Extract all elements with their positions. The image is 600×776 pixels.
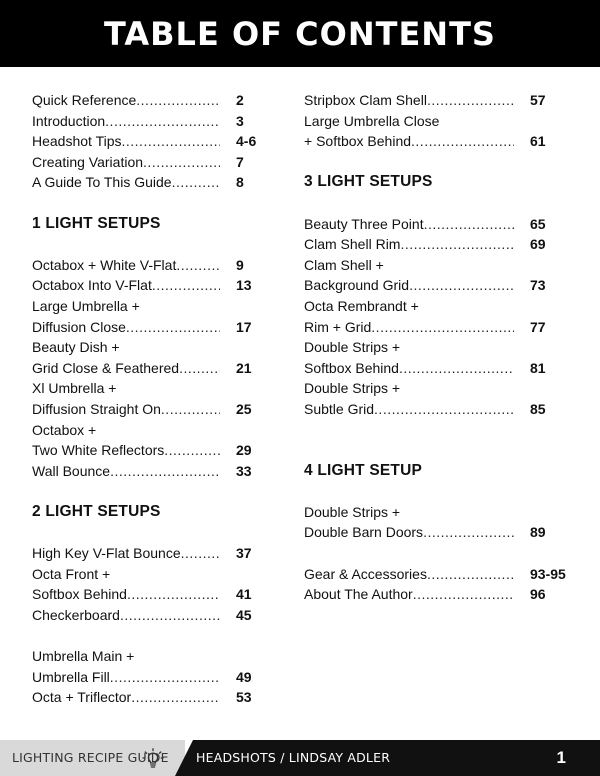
- toc-entry[interactable]: [32, 337, 272, 378]
- dot-leader: [409, 275, 514, 296]
- toc-entry[interactable]: [304, 234, 566, 255]
- dot-leader: [152, 275, 220, 296]
- footer-page-number: 1: [556, 748, 566, 767]
- toc-page-number: 45: [236, 606, 252, 623]
- toc-entry-title: Softbox Behind: [32, 586, 127, 603]
- dot-leader: [105, 111, 220, 132]
- toc-group-intro: [32, 90, 272, 193]
- toc-entry[interactable]: [304, 584, 566, 605]
- toc-entry-title: Double Strips +: [304, 503, 401, 520]
- toc-page-number: 61: [530, 133, 546, 150]
- toc-entry-title: Headshot Tips: [32, 133, 122, 150]
- dot-leader: [126, 317, 220, 338]
- toc-entry[interactable]: [32, 378, 272, 419]
- toc-entry-title: Subtle Grid: [304, 400, 375, 417]
- dot-leader: [131, 687, 220, 708]
- toc-entry[interactable]: [32, 543, 272, 564]
- toc-entry[interactable]: [304, 337, 566, 378]
- dot-leader: [423, 522, 514, 543]
- toc-page-number: 4-6: [236, 133, 257, 150]
- dot-leader: [176, 255, 220, 276]
- dot-leader: [161, 399, 220, 420]
- toc-entry[interactable]: [304, 90, 566, 111]
- toc-group-4-light: [304, 502, 566, 543]
- dot-leader: [172, 172, 220, 193]
- toc-entry[interactable]: [32, 111, 272, 132]
- toc-group-2-light-cont: [304, 90, 566, 152]
- toc-entry-title: Octabox +: [32, 421, 97, 438]
- toc-group-2-light-b: [32, 646, 272, 708]
- toc-entry[interactable]: [304, 255, 566, 296]
- dot-leader: [427, 90, 514, 111]
- toc-page-number: 96: [530, 586, 546, 603]
- toc-page-number: 69: [530, 236, 546, 253]
- dot-leader: [127, 584, 220, 605]
- toc-entry[interactable]: [32, 605, 272, 626]
- dot-leader: [120, 605, 220, 626]
- toc-entry-title: Double Strips +: [304, 339, 401, 356]
- toc-page-number: 33: [236, 462, 252, 479]
- toc-entry-title: Softbox Behind: [304, 359, 399, 376]
- toc-entry-title: Umbrella Fill: [32, 668, 110, 685]
- toc-entry-title: Large Umbrella +: [32, 297, 140, 314]
- toc-group-3-light: [304, 214, 566, 420]
- toc-entry-title: Beauty Three Point: [304, 215, 424, 232]
- toc-entry-title: Introduction: [32, 112, 106, 129]
- toc-entry[interactable]: [32, 275, 272, 296]
- dot-leader: [374, 399, 514, 420]
- toc-page-number: 85: [530, 400, 546, 417]
- toc-page-number: 41: [236, 586, 252, 603]
- dot-leader: [110, 667, 220, 688]
- toc-entry[interactable]: [32, 564, 272, 605]
- dot-leader: [411, 131, 514, 152]
- dot-leader: [413, 584, 514, 605]
- dot-leader: [181, 543, 220, 564]
- dot-leader: [399, 358, 514, 379]
- toc-page-number: 21: [236, 359, 252, 376]
- toc-entry[interactable]: [304, 214, 566, 235]
- toc-entry[interactable]: [32, 461, 272, 482]
- toc-entry[interactable]: [32, 90, 272, 111]
- dot-leader: [110, 461, 220, 482]
- lightbulb-icon: [142, 748, 164, 770]
- toc-entry[interactable]: [32, 131, 272, 152]
- toc-page-number: 17: [236, 318, 252, 335]
- toc-page-number: 65: [530, 215, 546, 232]
- toc-entry-title: Rim + Grid: [304, 318, 372, 335]
- toc-entry-title: About The Author: [304, 586, 413, 603]
- footer-guide-title: LIGHTING RECIPE GUIDE: [12, 750, 169, 765]
- dot-leader: [424, 214, 514, 235]
- toc-page-number: 37: [236, 545, 252, 562]
- toc-entry[interactable]: [32, 296, 272, 337]
- dot-leader: [371, 317, 514, 338]
- toc-entry-title: Stripbox Clam Shell: [304, 92, 427, 108]
- toc-entry-title: Checkerboard: [32, 606, 120, 623]
- toc-entry-title: Double Barn Doors: [304, 524, 424, 541]
- toc-group-1-light: [32, 255, 272, 482]
- toc-page-number: 89: [530, 524, 546, 541]
- toc-page-number: 25: [236, 400, 252, 417]
- toc-entry-title: Grid Close & Feathered: [32, 359, 180, 376]
- page-title: TABLE OF CONTENTS: [104, 14, 496, 53]
- toc-entry[interactable]: [32, 152, 272, 173]
- toc-entry[interactable]: [304, 378, 566, 419]
- toc-entry[interactable]: [32, 255, 272, 276]
- toc-page-number: 73: [530, 277, 546, 294]
- toc-entry-title: Umbrella Main +: [32, 648, 135, 665]
- toc-entry-title: Double Strips +: [304, 380, 401, 397]
- dot-leader: [427, 564, 514, 585]
- dot-leader: [122, 131, 221, 152]
- toc-entry[interactable]: [304, 111, 566, 152]
- toc-entry-title: + Softbox Behind: [304, 133, 412, 150]
- footer-author-title: HEADSHOTS / LINDSAY ADLER: [196, 750, 391, 765]
- toc-entry-title: Diffusion Close: [32, 318, 126, 335]
- toc-entry-title: Octa Front +: [32, 565, 111, 582]
- toc-entry-title: Octa Rembrandt +: [304, 297, 419, 314]
- toc-entry[interactable]: [32, 646, 272, 687]
- toc-entry-title: Quick Reference: [32, 92, 137, 108]
- toc-entry[interactable]: [304, 296, 566, 337]
- toc-page-number: 93-95: [530, 565, 566, 582]
- dot-leader: [400, 234, 514, 255]
- toc-entry-title: Wall Bounce: [32, 462, 111, 479]
- dot-leader: [179, 358, 220, 379]
- toc-entry-title: Octa + Triflector: [32, 689, 132, 706]
- dot-leader: [143, 152, 220, 173]
- toc-entry-title: Gear & Accessories: [304, 565, 427, 582]
- toc-page-number: 7: [236, 153, 244, 170]
- toc-entry-title: High Key V-Flat Bounce: [32, 545, 181, 562]
- toc-entry-title: Clam Shell +: [304, 256, 384, 273]
- toc-entry-title: Diffusion Straight On: [32, 400, 161, 417]
- toc-page-number: 8: [236, 174, 244, 191]
- toc-entry-title: Xl Umbrella +: [32, 380, 117, 397]
- section-title-3-light: 3 LIGHT SETUPS: [304, 173, 433, 191]
- toc-entry-title: Clam Shell Rim: [304, 236, 401, 253]
- toc-entry-title: Octabox Into V-Flat: [32, 277, 152, 294]
- toc-page-number: 29: [236, 442, 252, 459]
- toc-entry[interactable]: [32, 420, 272, 461]
- toc-page-number: 53: [236, 689, 252, 706]
- toc-entry[interactable]: [32, 172, 272, 193]
- toc-page-number: 81: [530, 359, 546, 376]
- toc-page-number: 3: [236, 112, 244, 129]
- toc-entry-title: Background Grid: [304, 277, 410, 294]
- section-title-4-light: 4 LIGHT SETUP: [304, 461, 423, 479]
- toc-entry-title: A Guide To This Guide: [32, 174, 172, 191]
- toc-group-2-light: [32, 543, 272, 625]
- dot-leader: [164, 440, 220, 461]
- toc-group-extras: [304, 564, 566, 605]
- header-bar: [0, 0, 600, 67]
- toc-page-number: 57: [530, 92, 546, 108]
- toc-entry-title: Two White Reflectors: [32, 442, 165, 459]
- toc-entry[interactable]: [304, 502, 566, 543]
- section-title-1-light: 1 LIGHT SETUPS: [32, 214, 161, 232]
- toc-column-left: [32, 90, 272, 708]
- section-title-2-light: 2 LIGHT SETUPS: [32, 502, 161, 520]
- toc-entry[interactable]: [32, 687, 272, 708]
- toc-page-number: 13: [236, 277, 252, 294]
- toc-column-right: [304, 90, 566, 605]
- toc-page-number: 9: [236, 256, 244, 273]
- toc-entry-title: Beauty Dish +: [32, 339, 120, 356]
- toc-page-number: 77: [530, 318, 546, 335]
- toc-entry-title: Creating Variation: [32, 153, 144, 170]
- toc-page-number: 2: [236, 92, 244, 108]
- toc-entry-title: Octabox + White V-Flat: [32, 256, 177, 273]
- footer-bar: [0, 740, 600, 776]
- toc-entry[interactable]: [304, 564, 566, 585]
- dot-leader: [136, 90, 220, 111]
- toc-entry-title: Large Umbrella Close: [304, 112, 440, 129]
- toc-page-number: 49: [236, 668, 252, 685]
